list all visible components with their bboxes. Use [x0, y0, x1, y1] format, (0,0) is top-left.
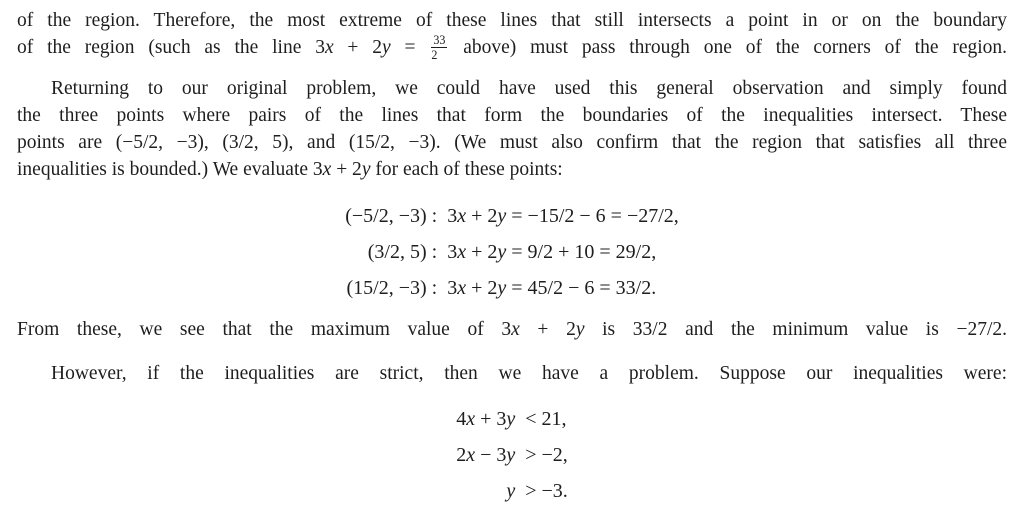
document-body: [17, 7, 1007, 509]
equation-lhs: 2x − 3y: [456, 444, 516, 467]
equation-table: [345, 198, 679, 306]
inline-math: 3x + 2y: [312, 159, 371, 181]
eq-strict-system: [17, 401, 1007, 509]
text-line: inequalities is bounded.) We evaluate 3x + 2y for each of these points:: [17, 159, 563, 181]
para-however: [17, 360, 1007, 387]
text-line: the three points where pairs of the lines that form the boundaries of the inequalities intersect. These: [17, 105, 1007, 127]
equation-rhs: 3x + 2y = 9/2 + 10 = 29/2,: [447, 241, 657, 264]
equation-rhs: 3x + 2y = 45/2 − 6 = 33/2.: [447, 277, 657, 300]
equation-lhs: (−5/2, −3) :: [345, 205, 438, 228]
para-extreme-lines: [17, 7, 1007, 61]
equation-lhs: (3/2, 5) :: [367, 241, 438, 264]
text-line: From these, we see that the maximum value of 3x + 2y is 33/2 and the minimum value is −27/2.: [17, 319, 1007, 341]
equation-lhs: (15/2, −3) :: [346, 277, 438, 300]
text-line: Returning to our original problem, we could have used this general observation and simply found: [51, 78, 1007, 100]
para-min-max: [17, 316, 1007, 343]
equation-row: [456, 473, 568, 509]
equation-row: [456, 401, 568, 437]
text-line: of the region. Therefore, the most extreme of these lines that still intersects a point in or on the boundary: [17, 10, 1007, 31]
equation-table: [456, 401, 568, 509]
para-returning: [17, 75, 1007, 183]
equation-row: [345, 270, 679, 306]
fraction-denominator: 2: [431, 48, 438, 63]
equation-rhs: < 21,: [525, 408, 567, 431]
stacked-fraction: [431, 34, 447, 61]
equation-row: [456, 437, 568, 473]
equation-row: [345, 234, 679, 270]
fraction-numerator: 33: [433, 33, 446, 47]
equation-row: [345, 198, 679, 234]
text-line: However, if the inequalities are strict, then we have a problem. Suppose our inequalities were:: [51, 363, 1007, 385]
inline-math: 3x + 2y =: [315, 37, 430, 59]
text-line: of the region (such as the line 3x + 2y = $\frac{33}{2}$ above) must pass through one of the corners of the region.: [17, 33, 1008, 63]
equation-lhs: 4x + 3y: [456, 408, 516, 431]
inline-math: 3x + 2y: [501, 319, 585, 341]
eq-point-evaluations: [17, 198, 1007, 306]
equation-rhs: > −3.: [525, 480, 568, 503]
equation-lhs: y: [506, 480, 516, 503]
equation-rhs: 3x + 2y = −15/2 − 6 = −27/2,: [447, 205, 679, 228]
text-line: points are (−5/2, −3), (3/2, 5), and (15/2, −3). (We must also confirm that the region that satisfies all three: [17, 132, 1007, 154]
equation-rhs: > −2,: [525, 444, 568, 467]
